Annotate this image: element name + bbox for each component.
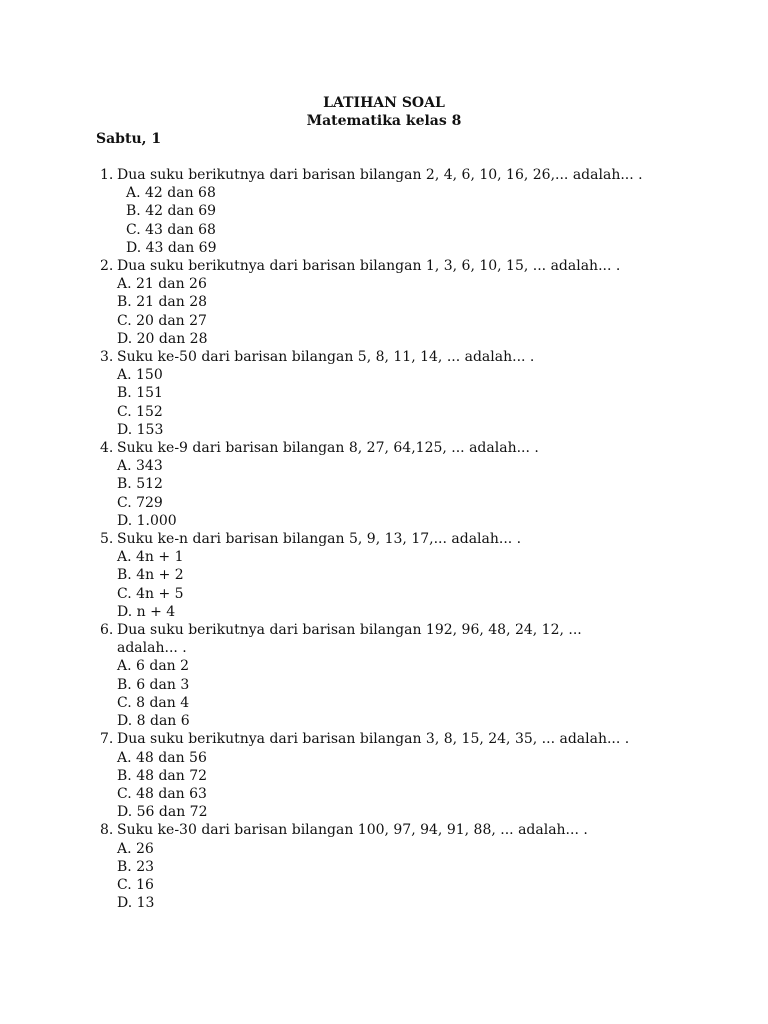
question-number: 4. xyxy=(100,440,114,457)
answer-option: B. 4n + 2 xyxy=(117,567,184,584)
answer-option: B. 48 dan 72 xyxy=(117,767,208,784)
question-text xyxy=(100,621,700,639)
day-label: Sabtu, 1 xyxy=(96,131,162,147)
question-text-continued xyxy=(100,639,700,657)
question-item xyxy=(100,530,700,621)
answer-option: B. 42 dan 69 xyxy=(126,203,217,220)
question-line: Suku ke-9 dari barisan bilangan 8, 27, 64,125, ... adalah... . xyxy=(117,440,539,457)
question-number: 7. xyxy=(100,731,114,748)
question-number: 3. xyxy=(100,349,114,366)
question-line: Dua suku berikutnya dari barisan bilangan 192, 96, 48, 24, 12, ... xyxy=(117,622,582,639)
answer-option: B. 6 dan 3 xyxy=(117,676,190,693)
answer-option: D. 56 dan 72 xyxy=(117,804,208,821)
question-item xyxy=(100,166,700,257)
answer-option: C. 48 dan 63 xyxy=(117,785,207,802)
answer-option: A. 4n + 1 xyxy=(117,549,184,566)
answer-option: A. 48 dan 56 xyxy=(117,749,207,766)
answer-option: D. n + 4 xyxy=(117,603,176,620)
question-number: 2. xyxy=(100,258,114,275)
question-text xyxy=(100,439,700,457)
answer-option: C. 43 dan 68 xyxy=(126,221,216,238)
answer-option: C. 20 dan 27 xyxy=(117,312,207,329)
answer-option: C. 8 dan 4 xyxy=(117,694,190,711)
answer-option: B. 23 xyxy=(117,858,155,875)
document-title: LATIHAN SOAL xyxy=(323,95,445,111)
answer-option: C. 16 xyxy=(117,876,154,893)
answer-option: D. 20 dan 28 xyxy=(117,330,208,347)
question-text xyxy=(100,730,700,748)
answer-option: C. 729 xyxy=(117,494,163,511)
question-line: Dua suku berikutnya dari barisan bilangan 3, 8, 15, 24, 35, ... adalah... . xyxy=(117,731,630,748)
question-number: 5. xyxy=(100,531,114,548)
answer-option: D. 1.000 xyxy=(117,512,177,529)
answer-option: A. 343 xyxy=(117,458,163,475)
answer-option: C. 152 xyxy=(117,403,163,420)
question-text xyxy=(100,348,700,366)
answer-option: B. 151 xyxy=(117,385,163,402)
answer-option: A. 21 dan 26 xyxy=(117,276,207,293)
question-line: Dua suku berikutnya dari barisan bilangan 2, 4, 6, 10, 16, 26,... adalah... . xyxy=(117,167,643,183)
question-item xyxy=(100,821,700,912)
answer-option: A. 6 dan 2 xyxy=(117,658,190,675)
answer-option: A. 26 xyxy=(117,840,154,857)
answer-option: D. 43 dan 69 xyxy=(126,239,217,256)
answer-option: C. 4n + 5 xyxy=(117,585,184,602)
question-line: adalah... . xyxy=(117,640,187,657)
question-item xyxy=(100,439,700,530)
answer-option: D. 153 xyxy=(117,421,164,438)
question-item xyxy=(100,348,700,439)
document-subtitle: Matematika kelas 8 xyxy=(306,113,462,129)
question-number: 6. xyxy=(100,622,114,639)
question-line: Dua suku berikutnya dari barisan bilangan 1, 3, 6, 10, 15, ... adalah... . xyxy=(117,258,621,275)
question-number: 1. xyxy=(100,167,114,183)
question-item xyxy=(100,621,700,730)
question-line: Suku ke-n dari barisan bilangan 5, 9, 13, 17,... adalah... . xyxy=(117,531,522,548)
question-item xyxy=(100,730,700,821)
answer-option: B. 512 xyxy=(117,476,163,493)
question-text xyxy=(100,257,700,275)
answer-option: B. 21 dan 28 xyxy=(117,294,208,311)
answer-option: A. 42 dan 68 xyxy=(126,185,216,202)
question-item xyxy=(100,257,700,348)
answer-option: A. 150 xyxy=(117,367,163,384)
question-line: Suku ke-30 dari barisan bilangan 100, 97, 94, 91, 88, ... adalah... . xyxy=(117,822,588,839)
question-list xyxy=(100,166,700,912)
question-text xyxy=(100,166,700,184)
question-number: 8. xyxy=(100,822,114,839)
question-text xyxy=(100,530,700,548)
question-line: Suku ke-50 dari barisan bilangan 5, 8, 11, 14, ... adalah... . xyxy=(117,349,535,366)
answer-option: D. 8 dan 6 xyxy=(117,713,190,730)
question-text xyxy=(100,821,700,839)
answer-option: D. 13 xyxy=(117,895,155,912)
